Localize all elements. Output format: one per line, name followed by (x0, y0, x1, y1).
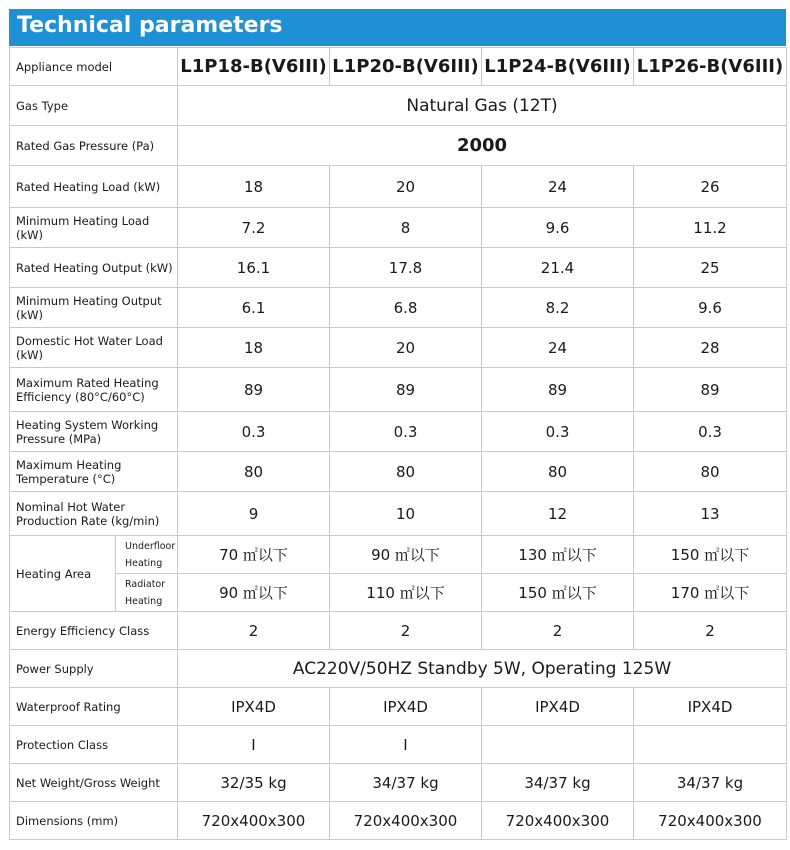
value-cell: 80 (330, 452, 482, 492)
table-row (10, 650, 787, 688)
value-cell: 110 ㎡以下 (330, 574, 482, 612)
value-cell: 32/35 kg (178, 764, 330, 802)
value-cell: 18 (178, 328, 330, 368)
model-cell: L1P18-B(V6III) (178, 48, 330, 86)
row-label: Heating System Working Pressure (MPa) (10, 412, 178, 452)
value-cell: 720x400x300 (634, 802, 787, 840)
row-label: Rated Gas Pressure (Pa) (10, 126, 178, 166)
value-cell: 90 ㎡以下 (330, 536, 482, 574)
value-cell: 25 (634, 248, 787, 288)
table-row (10, 412, 787, 452)
value-cell: 720x400x300 (330, 802, 482, 840)
table-row (10, 48, 787, 86)
value-cell: 7.2 (178, 208, 330, 248)
table-row (10, 328, 787, 368)
value-cell: 89 (482, 368, 634, 412)
model-cell: L1P24-B(V6III) (482, 48, 634, 86)
model-cell: L1P26-B(V6III) (634, 48, 787, 86)
row-label: Net Weight/Gross Weight (10, 764, 178, 802)
value-cell: 90 ㎡以下 (178, 574, 330, 612)
table-row (10, 802, 787, 840)
value-cell: 18 (178, 166, 330, 208)
value-cell: 10 (330, 492, 482, 536)
row-label: Rated Heating Load (kW) (10, 166, 178, 208)
row-label: Minimum Heating Output (kW) (10, 288, 178, 328)
value-cell: 70 ㎡以下 (178, 536, 330, 574)
value-cell: 0.3 (482, 412, 634, 452)
value-cell: 2 (178, 612, 330, 650)
value-cell: 80 (634, 452, 787, 492)
table-row (10, 208, 787, 248)
value-cell: 13 (634, 492, 787, 536)
value-cell: 89 (178, 368, 330, 412)
table-row (10, 574, 787, 612)
value-cell: I (330, 726, 482, 764)
table-row (10, 166, 787, 208)
table-row (10, 536, 787, 574)
value-cell: 2 (482, 612, 634, 650)
value-cell: 34/37 kg (482, 764, 634, 802)
value-cell: 17.8 (330, 248, 482, 288)
value-cell: 8 (330, 208, 482, 248)
table-row (10, 492, 787, 536)
model-cell: L1P20-B(V6III) (330, 48, 482, 86)
value-cell: IPX4D (330, 688, 482, 726)
value-cell: 130 ㎡以下 (482, 536, 634, 574)
row-label: Waterproof Rating (10, 688, 178, 726)
table-row (10, 126, 787, 166)
value-cell: 80 (482, 452, 634, 492)
spec-table (9, 47, 787, 840)
value-cell: 12 (482, 492, 634, 536)
value-cell: IPX4D (178, 688, 330, 726)
value-cell (634, 726, 787, 764)
value-cell: 21.4 (482, 248, 634, 288)
row-label: Domestic Hot Water Load (kW) (10, 328, 178, 368)
value-cell: 0.3 (178, 412, 330, 452)
value-cell: I (178, 726, 330, 764)
row-label: Gas Type (10, 86, 178, 126)
value-cell: 150 ㎡以下 (482, 574, 634, 612)
row-label: Maximum Rated Heating Efficiency (80°C/60°C) (10, 368, 178, 412)
value-cell: 89 (634, 368, 787, 412)
table-row (10, 726, 787, 764)
row-label: Appliance model (10, 48, 178, 86)
value-cell: 24 (482, 328, 634, 368)
gas-type-value: Natural Gas (12T) (178, 86, 787, 126)
value-cell: 24 (482, 166, 634, 208)
table-row (10, 248, 787, 288)
value-cell: IPX4D (634, 688, 787, 726)
value-cell: 80 (178, 452, 330, 492)
value-cell: 28 (634, 328, 787, 368)
page-title: Technical parameters (17, 13, 283, 38)
value-cell: 9.6 (482, 208, 634, 248)
value-cell: 26 (634, 166, 787, 208)
value-cell: 20 (330, 166, 482, 208)
value-cell: 170 ㎡以下 (634, 574, 787, 612)
value-cell: 6.1 (178, 288, 330, 328)
table-row (10, 368, 787, 412)
row-label: Dimensions (mm) (10, 802, 178, 840)
value-cell: 16.1 (178, 248, 330, 288)
value-cell: 720x400x300 (482, 802, 634, 840)
table-row (10, 452, 787, 492)
value-cell: 34/37 kg (634, 764, 787, 802)
table-row (10, 86, 787, 126)
value-cell: 720x400x300 (178, 802, 330, 840)
value-cell: 8.2 (482, 288, 634, 328)
value-cell: 9 (178, 492, 330, 536)
pressure-value: 2000 (178, 126, 787, 166)
value-cell: 89 (330, 368, 482, 412)
row-label: Power Supply (10, 650, 178, 688)
value-cell: 11.2 (634, 208, 787, 248)
row-label: Heating Area (10, 536, 116, 612)
row-label: Nominal Hot Water Production Rate (kg/min) (10, 492, 178, 536)
value-cell: 0.3 (330, 412, 482, 452)
table-row (10, 764, 787, 802)
value-cell: 20 (330, 328, 482, 368)
sub-label: Underfloor Heating (116, 536, 178, 574)
value-cell: 34/37 kg (330, 764, 482, 802)
row-label: Protection Class (10, 726, 178, 764)
row-label: Rated Heating Output (kW) (10, 248, 178, 288)
row-label: Maximum Heating Temperature (°C) (10, 452, 178, 492)
power-supply-value: AC220V/50HZ Standby 5W, Operating 125W (178, 650, 787, 688)
table-row (10, 688, 787, 726)
value-cell: 2 (330, 612, 482, 650)
value-cell: 0.3 (634, 412, 787, 452)
title-bar (9, 9, 786, 46)
value-cell: 6.8 (330, 288, 482, 328)
value-cell: IPX4D (482, 688, 634, 726)
table-row (10, 288, 787, 328)
table-row (10, 612, 787, 650)
value-cell (482, 726, 634, 764)
value-cell: 9.6 (634, 288, 787, 328)
row-label: Energy Efficiency Class (10, 612, 178, 650)
value-cell: 2 (634, 612, 787, 650)
value-cell: 150 ㎡以下 (634, 536, 787, 574)
sub-label: Radiator Heating (116, 574, 178, 612)
row-label: Minimum Heating Load (kW) (10, 208, 178, 248)
